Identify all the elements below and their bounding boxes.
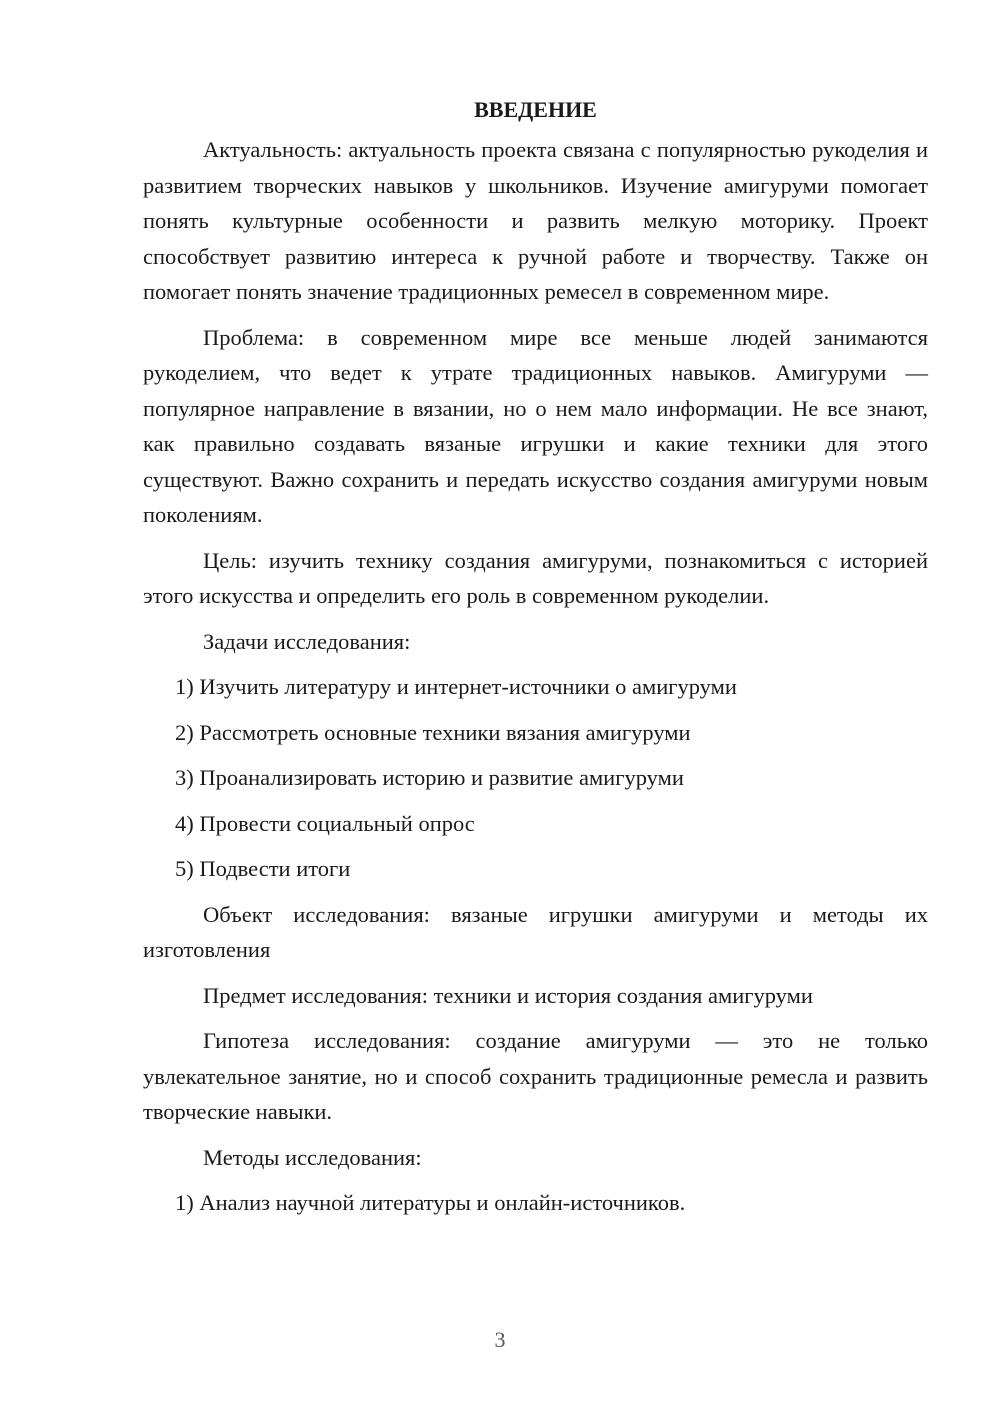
- list-item: 1) Изучить литературу и интернет-источники о амигуруми: [175, 674, 737, 699]
- goal-paragraph: Цель: изучить технику создания амигуруми, познакомиться с историей этого искусства и определить его роль в современном рукоделии.: [143, 547, 928, 608]
- list-item: 2) Рассмотреть основные техники вязания амигуруми: [175, 719, 691, 745]
- list-item: 3) Проанализировать историю и развитие амигуруми: [175, 765, 684, 790]
- list-item: 4) Провести социальный опрос: [175, 810, 475, 836]
- list-item: 1) Анализ научной литературы и онлайн-источников.: [175, 1190, 686, 1215]
- relevance-paragraph: Актуальность: актуальность проекта связана с популярностью рукоделия и развитием творческих навыков у школьников. Изучение амигуруми помогает понять культурные особенности и развить мелкую моторику. Проект способствует развитию интереса к ручной работе и творчеству. Также он помогает понять значение традиционных ремесел в современном мире.: [143, 137, 928, 304]
- section-heading: ВВЕДЕНИЕ: [474, 97, 597, 122]
- tasks-list: [143, 669, 928, 887]
- tasks-title: Задачи исследования:: [203, 628, 411, 654]
- object-paragraph: Объект исследования: вязаные игрушки амигуруми и методы их изготовления: [143, 901, 928, 962]
- problem-paragraph: Проблема: в современном мире все меньше людей занимаются рукоделием, что ведет к утрате традиционных навыков. Амигуруми — популярное направление в вязании, но о нем мало информации. Не все знают, как правильно создавать вязаные игрушки и какие техники для этого существуют. Важно сохранить и передать искусство создания амигуруми новым поколениям.: [143, 324, 928, 527]
- document-page: [143, 92, 928, 1231]
- hypothesis-paragraph: Гипотеза исследования: создание амигуруми — это не только увлекательное занятие, но и способ сохранить традиционные ремесла и развить творческие навыки.: [143, 1028, 928, 1124]
- methods-list: [143, 1185, 928, 1221]
- subject-paragraph: Предмет исследования: техники и история создания амигуруми: [203, 982, 813, 1008]
- page-number: 3: [494, 1327, 506, 1352]
- list-item: 5) Подвести итоги: [175, 856, 351, 881]
- methods-title: Методы исследования:: [203, 1144, 422, 1170]
